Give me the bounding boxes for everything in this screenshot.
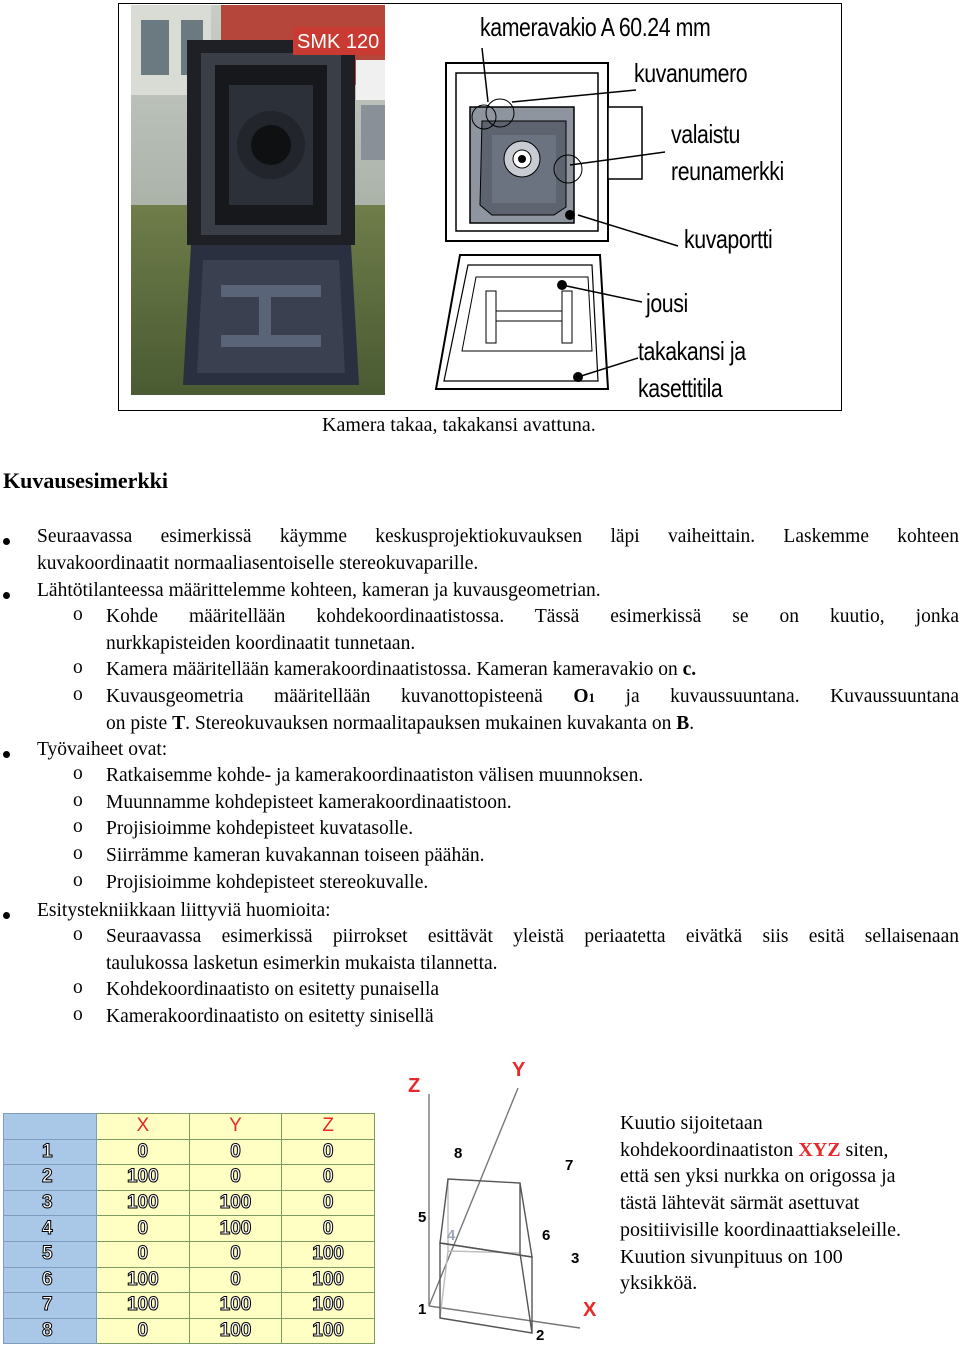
cell-x: 0	[97, 1139, 190, 1165]
callout-valaistu: valaistu	[671, 119, 741, 149]
bullet-dot	[3, 584, 13, 594]
vertex-label-6: 6	[542, 1227, 551, 1244]
cell-z: 100	[282, 1267, 375, 1293]
sub-marker: o	[73, 604, 83, 625]
vertex-label-4: 4	[447, 1227, 456, 1244]
table-row	[4, 1267, 375, 1293]
cell-y: 100	[189, 1293, 282, 1319]
bullet-dot	[3, 530, 13, 540]
row-number: 6	[4, 1267, 97, 1293]
vertex-label-3: 3	[571, 1250, 580, 1267]
sub-3-subscript: 1	[588, 690, 596, 705]
callout-reunamerkki: reunamerkki	[671, 156, 784, 186]
sub-marker: o	[73, 924, 83, 945]
figure-caption: Kamera takaa, takakansi avattuna.	[322, 414, 596, 436]
callout-kasettitila: kasettitila	[638, 373, 723, 403]
callout-kuvanumero: kuvanumero	[634, 58, 748, 88]
column-header-z: Z	[282, 1114, 375, 1140]
cell-z: 0	[282, 1216, 375, 1242]
table-row	[4, 1216, 375, 1242]
table-row	[4, 1318, 375, 1344]
sub-3-text: Kuvausgeometria määritellään kuvanottopisteenä	[106, 686, 574, 707]
cell-y: 0	[189, 1165, 282, 1191]
sub-3-line-1	[106, 684, 959, 712]
cube-description-line: että sen yksi nurkka on origossa ja	[620, 1165, 896, 1188]
sub-marker: o	[73, 869, 83, 891]
sub-3-line-2-text: on piste	[106, 713, 173, 734]
sub-3-line-2-bold: T	[172, 713, 186, 734]
axis-label-x: X	[583, 1299, 597, 1321]
cell-x: 100	[97, 1267, 190, 1293]
callout-jousi: jousi	[646, 288, 688, 318]
column-header-x: X	[97, 1114, 190, 1140]
sub-2	[106, 657, 696, 684]
section-title: Kuvausesimerkki	[3, 468, 169, 493]
row-number: 1	[4, 1139, 97, 1165]
row-number: 4	[4, 1216, 97, 1242]
photo-camera-label: SMK 120	[297, 31, 380, 53]
cell-y: 100	[189, 1216, 282, 1242]
sub-3-line-2-bold-2: B	[676, 713, 690, 734]
sub-marker: o	[73, 977, 83, 998]
cube-diagram	[400, 1058, 610, 1342]
bullet-3: Työvaiheet ovat:	[37, 739, 168, 760]
table-row	[4, 1165, 375, 1191]
cube-description-line	[620, 1137, 960, 1164]
row-number: 7	[4, 1293, 97, 1319]
vertex-label-7: 7	[565, 1157, 574, 1174]
sub-marker: o	[73, 684, 83, 705]
callout-takakansi: takakansi ja	[638, 336, 746, 366]
table-header-row	[4, 1114, 375, 1140]
note-3: Kamerakoordinaatisto on esitetty sinisellä	[106, 1006, 434, 1027]
cell-y: 0	[189, 1139, 282, 1165]
step-item: Ratkaisemme kohde- ja kamerakoordinaatiston välisen muunnoksen.	[106, 765, 644, 786]
cell-z: 0	[282, 1190, 375, 1216]
table-corner-cell	[4, 1114, 97, 1140]
sub-marker: o	[73, 816, 83, 838]
cell-z: 100	[282, 1241, 375, 1267]
cube-description-text: siten,	[840, 1138, 889, 1161]
coordinate-system-name: XYZ	[798, 1138, 841, 1161]
sub-marker: o	[73, 657, 83, 678]
cell-x: 100	[97, 1165, 190, 1191]
sub-1-line-1: Kohde määritellään kohdekoordinaatistossa. Tässä esimerkissä se on kuutio, jonka	[106, 606, 959, 627]
table-row	[4, 1190, 375, 1216]
cell-y: 0	[189, 1267, 282, 1293]
sub-2-bold: c.	[682, 659, 697, 680]
cell-x: 100	[97, 1190, 190, 1216]
bullet-1-line-1: Seuraavassa esimerkissä käymme keskusprojektiokuvauksen läpi vaiheittain. Laskemme kohteen	[37, 526, 959, 547]
cell-z: 100	[282, 1293, 375, 1319]
cell-x: 0	[97, 1241, 190, 1267]
row-number: 3	[4, 1190, 97, 1216]
row-number: 2	[4, 1165, 97, 1191]
table-row	[4, 1241, 375, 1267]
cube-description-line: Kuution sivunpituus on 100	[620, 1245, 843, 1268]
axis-label-y: Y	[512, 1059, 526, 1081]
note-1-line-1: Seuraavassa esimerkissä piirrokset esittävät yleistä periaatetta eivätkä siis esitä sellaisenaan	[106, 926, 959, 947]
table-row	[4, 1139, 375, 1165]
step-item: Projisioimme kohdepisteet kuvatasolle.	[106, 818, 414, 840]
bullet-dot	[3, 904, 13, 914]
axis-label-z: Z	[408, 1075, 421, 1097]
cube-description-line: Kuutio sijoitetaan	[620, 1112, 763, 1134]
note-1-line-2: taulukossa lasketun esimerkin mukaista tilannetta.	[106, 953, 498, 974]
bullet-2: Lähtötilanteessa määrittelemme kohteen, kameran ja kuvausgeometrian.	[37, 580, 601, 601]
table-row	[4, 1293, 375, 1319]
cube-description-line: yksikköä.	[620, 1272, 698, 1295]
sub-marker: o	[73, 763, 83, 784]
sub-marker: o	[73, 789, 83, 811]
bullet-1-line-2: kuvakoordinaatit normaaliasentoiselle stereokuvaparille.	[37, 553, 479, 574]
callout-kameravakio: kameravakio A 60.24 mm	[480, 12, 711, 42]
step-item: Muunnamme kohdepisteet kamerakoordinaatistoon.	[106, 791, 512, 813]
cube-description-line: tästä lähtevät särmät asettuvat	[620, 1192, 860, 1215]
vertex-label-8: 8	[454, 1145, 463, 1162]
vertex-label-2: 2	[536, 1327, 545, 1342]
column-header-y: Y	[189, 1114, 282, 1140]
cube-description-text: kohdekoordinaatiston	[620, 1138, 799, 1161]
cell-y: 100	[189, 1318, 282, 1344]
cube-coordinates-table	[3, 1113, 375, 1344]
cell-z: 100	[282, 1318, 375, 1344]
sub-3-bold: O	[573, 686, 589, 707]
vertex-label-1: 1	[418, 1301, 427, 1318]
row-number: 5	[4, 1241, 97, 1267]
cell-y: 100	[189, 1190, 282, 1216]
bullet-dot	[3, 743, 13, 753]
sub-marker: o	[73, 1004, 83, 1025]
sub-3-line-2-text-post: . Stereokuvauksen normaalitapauksen mukainen kuvakanta on	[185, 713, 677, 734]
cell-z: 0	[282, 1165, 375, 1191]
sub-2-text: Kamera määritellään kamerakoordinaatistossa. Kameran kameravakio on	[106, 659, 683, 680]
cell-x: 0	[97, 1216, 190, 1242]
bullet-4: Esitystekniikkaan liittyviä huomioita:	[37, 900, 331, 921]
cell-z: 0	[282, 1139, 375, 1165]
sub-3-line-2-end: .	[689, 713, 695, 734]
callout-kuvaportti: kuvaportti	[684, 224, 773, 254]
step-item: Projisioimme kohdepisteet stereokuvalle.	[106, 871, 429, 893]
note-2: Kohdekoordinaatisto on esitetty punaisella	[106, 979, 440, 1000]
row-number: 8	[4, 1318, 97, 1344]
step-item: Siirrämme kameran kuvakannan toiseen päähän.	[106, 845, 485, 867]
sub-3-line-2	[106, 711, 694, 738]
cube-description	[620, 1110, 960, 1297]
camera-photo	[131, 5, 385, 395]
cell-x: 0	[97, 1318, 190, 1344]
cell-x: 100	[97, 1293, 190, 1319]
sub-marker: o	[73, 843, 83, 865]
cube-description-line: positiivisille koordinaattiakseleille.	[620, 1218, 902, 1241]
cell-y: 0	[189, 1241, 282, 1267]
sub-1-line-2: nurkkapisteiden koordinaatit tunnetaan.	[106, 633, 416, 654]
sub-3-text-post: ja kuvaussuuntana. Kuvaussuuntana	[595, 686, 960, 707]
vertex-label-5: 5	[418, 1209, 427, 1226]
